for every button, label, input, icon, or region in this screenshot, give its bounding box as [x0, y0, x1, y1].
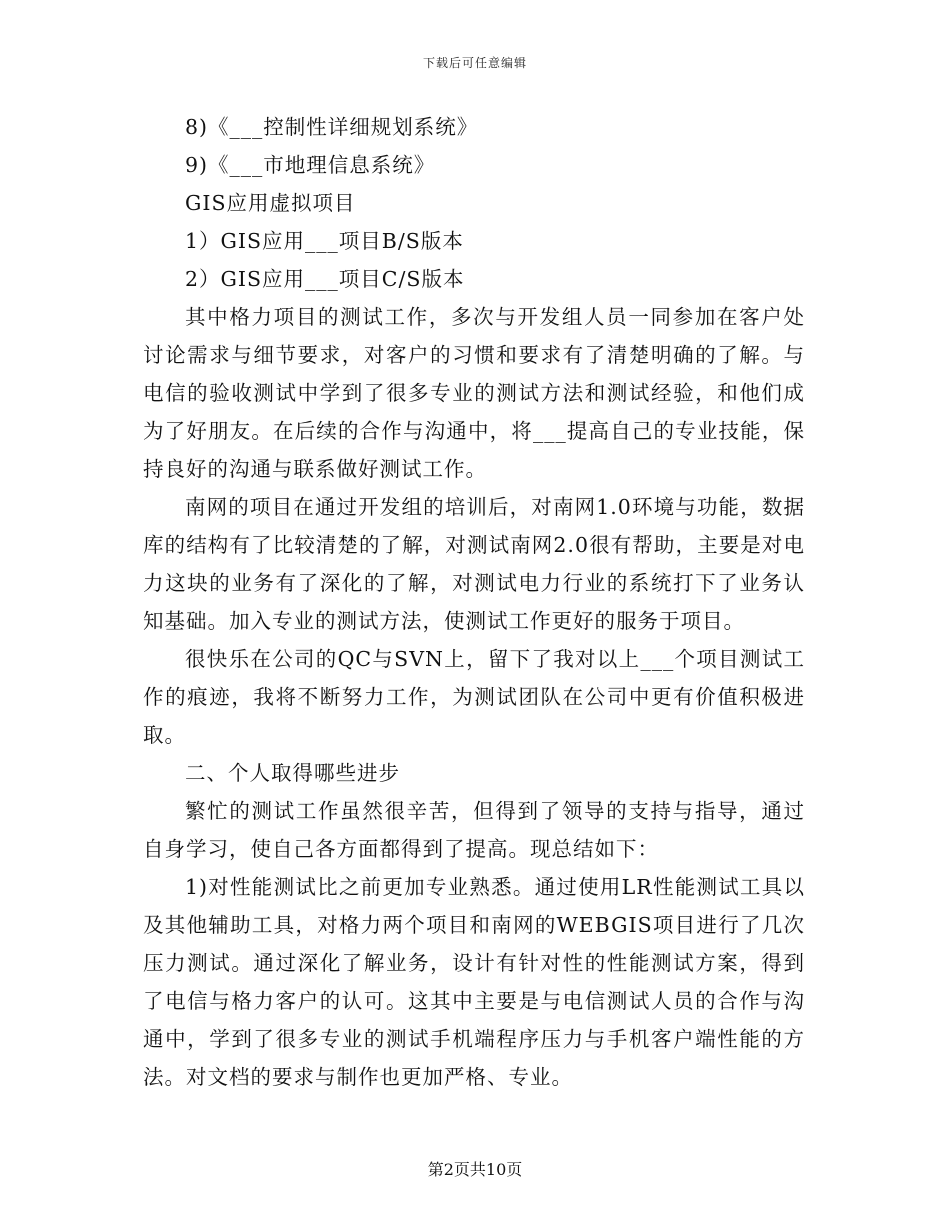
section-heading: 二、个人取得哪些进步 — [185, 761, 400, 785]
page-footer: 第2页共10页 — [427, 1160, 523, 1179]
paragraph: 繁忙的测试工作虽然很辛苦，但得到了领导的支持与指导，通过自身学习，使自己各方面都得到了提高。现总结如下： — [143, 799, 805, 861]
list-item: 1）GIS应用___项目B/S版本 — [185, 229, 464, 253]
list-item: 8)《___控制性详细规划系统》 — [185, 115, 479, 139]
list-item: 9)《___市地理信息系统》 — [185, 153, 436, 177]
document-body — [143, 108, 805, 1096]
paragraph: 南网的项目在通过开发组的培训后，对南网1.0环境与功能，数据库的结构有了比较清楚的了解，对测试南网2.0很有帮助，主要是对电力这块的业务有了深化的了解，对测试电力行业的系统打下了业务认知基础。加入专业的测试方法，使测试工作更好的服务于项目。 — [143, 495, 805, 633]
paragraph: 1)对性能测试比之前更加专业熟悉。通过使用LR性能测试工具以及其他辅助工具，对格力两个项目和南网的WEBGIS项目进行了几次压力测试。通过深化了解业务，设计有针对性的性能测试方案，得到了电信与格力客户的认可。这其中主要是与电信测试人员的合作与沟通中，学到了很多专业的测试手机端程序压力与手机客户端性能的方法。对文档的要求与制作也更加严格、专业。 — [143, 875, 805, 1089]
paragraph: 很快乐在公司的QC与SVN上，留下了我对以上___个项目测试工作的痕迹，我将不断努力工作，为测试团队在公司中更有价值积极进取。 — [143, 647, 805, 747]
subsection-title: GIS应用虚拟项目 — [185, 191, 356, 215]
list-item: 2）GIS应用___项目C/S版本 — [185, 267, 465, 291]
paragraph: 其中格力项目的测试工作，多次与开发组人员一同参加在客户处讨论需求与细节要求，对客户的习惯和要求有了清楚明确的了解。与电信的验收测试中学到了很多专业的测试方法和测试经验，和他们成为了好朋友。在后续的合作与沟通中，将___提高自己的专业技能，保持良好的沟通与联系做好测试工作。 — [143, 305, 805, 481]
page-header: 下载后可任意编辑 — [422, 56, 527, 70]
